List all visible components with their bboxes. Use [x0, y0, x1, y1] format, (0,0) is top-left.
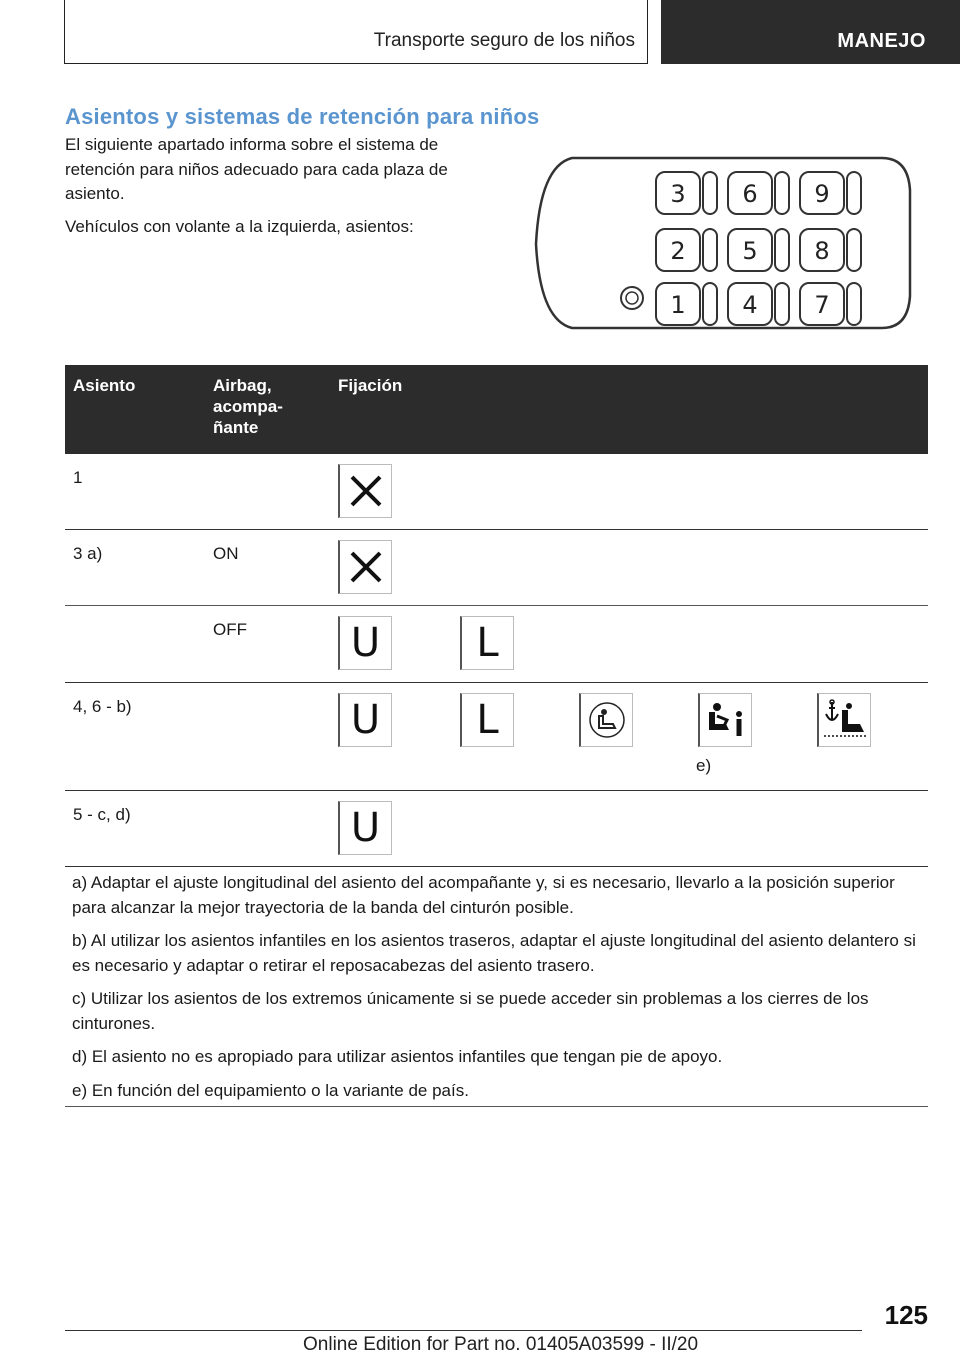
col-header-airbag-line: ñante — [213, 418, 259, 437]
seat-cell: 4, 6 - b) — [73, 697, 132, 716]
col-header-fixation: Fijación — [338, 376, 403, 395]
footnote-a: a) Adaptar el ajuste longitudinal del asiento del acompañante y, si es necesario, llevarlo a la posición superior para alcanzar la mejor trayectoria de la banda del cinturón posible. — [72, 873, 895, 917]
universal-u-icon — [338, 616, 392, 670]
steering-wheel-icon — [621, 287, 643, 309]
page-title: Asientos y sistemas de retención para niños — [65, 104, 540, 129]
footnote-e: e) En función del equipamiento o la variante de país. — [72, 1080, 469, 1100]
table-row — [65, 683, 928, 791]
seat-number: 4 — [742, 291, 758, 319]
lhd-label: Vehículos con volante a la izquierda, asientos: — [65, 216, 414, 236]
footnotes — [72, 871, 922, 1112]
child-seat-icon — [579, 693, 633, 747]
intro-block — [65, 133, 465, 239]
col-header-airbag — [213, 375, 283, 438]
footnotes-divider — [65, 1106, 928, 1107]
seat-number: 2 — [670, 237, 686, 265]
universal-u-icon — [338, 801, 392, 855]
header-section-box — [64, 0, 648, 64]
not-suitable-icon — [338, 540, 392, 594]
seat-number: 3 — [670, 180, 686, 208]
seat-number: 7 — [814, 291, 830, 319]
table-row — [65, 530, 928, 606]
seat-number: 8 — [814, 237, 830, 265]
universal-u-glyph: U — [350, 620, 381, 666]
seat-position — [728, 229, 789, 271]
semi-universal-l-glyph: L — [476, 697, 499, 743]
seat-layout-diagram — [532, 150, 916, 336]
table-header — [65, 365, 928, 454]
seat-cell: 5 - c, d) — [73, 805, 131, 824]
seat-position — [728, 172, 789, 214]
footer-edition: Online Edition for Part no. 01405A03599 - II/20 — [303, 1334, 699, 1355]
child-seat-info-icon — [698, 693, 752, 747]
semi-universal-l-icon — [460, 616, 514, 670]
table-row — [65, 454, 928, 530]
universal-u-glyph: U — [350, 697, 381, 743]
seat-position — [800, 283, 861, 325]
semi-universal-l-icon — [460, 693, 514, 747]
icon-footnote-marker: e) — [696, 756, 712, 775]
seat-position — [656, 172, 717, 214]
seat-position — [800, 229, 861, 271]
footnote-b: b) Al utilizar los asientos infantiles en los asientos traseros, adaptar el ajuste longitudinal del asiento delantero si es necesario y adaptar o retirar el reposacabezas del asiento trasero. — [72, 931, 916, 975]
seat-number: 6 — [742, 180, 758, 208]
intro-text: El siguiente apartado informa sobre el sistema de retención para niños adecuado para cada plaza de asiento. — [65, 135, 448, 203]
seat-number: 9 — [814, 180, 830, 208]
semi-universal-l-glyph: L — [476, 620, 499, 666]
header-section-title: Transporte seguro de los niños — [373, 30, 635, 51]
not-suitable-icon — [338, 464, 392, 518]
airbag-cell: OFF — [213, 620, 247, 639]
footer-divider — [65, 1330, 862, 1331]
seat-cell: 1 — [73, 468, 83, 487]
chapter-tab[interactable] — [661, 0, 960, 64]
seat-position — [728, 283, 789, 325]
footnote-d: d) El asiento no es apropiado para utilizar asientos infantiles que tengan pie de apoyo. — [72, 1047, 723, 1066]
chapter-tab-label: MANEJO — [837, 30, 926, 52]
col-header-seat: Asiento — [73, 376, 136, 395]
seat-position — [656, 283, 717, 325]
seat-number: 1 — [670, 291, 686, 319]
seat-number: 5 — [742, 237, 758, 265]
child-seat-table — [65, 365, 928, 867]
table-row — [65, 606, 928, 683]
isofix-anchor-icon — [817, 693, 871, 747]
footnote-c: c) Utilizar los asientos de los extremos únicamente si se puede acceder sin problemas a los cierres de los cinturones. — [72, 989, 869, 1033]
col-header-airbag-line: acompa- — [213, 397, 283, 416]
seat-position — [800, 172, 861, 214]
table-row — [65, 791, 928, 867]
seat-grid — [656, 172, 861, 325]
seat-position — [656, 229, 717, 271]
universal-u-icon — [338, 693, 392, 747]
universal-u-glyph: U — [350, 805, 381, 851]
page-number: 125 — [884, 1300, 928, 1330]
airbag-cell: ON — [213, 544, 239, 563]
seat-cell: 3 a) — [73, 544, 103, 563]
col-header-airbag-line: Airbag, — [213, 376, 272, 395]
